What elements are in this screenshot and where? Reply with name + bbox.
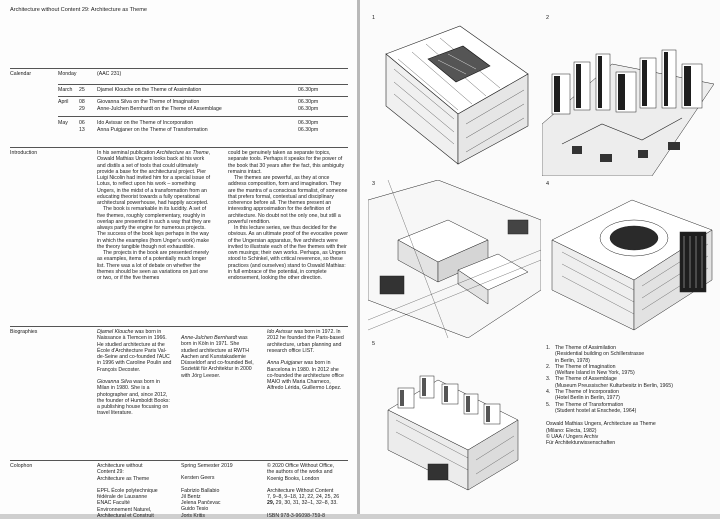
colophon-column-2: [181, 463, 259, 519]
calendar-event: Ido Avissar on the Theme of Incorporation: [97, 120, 194, 126]
figure-number: 1: [372, 15, 376, 21]
calendar-month: March: [58, 87, 73, 93]
calendar-time: 06.30pm: [298, 120, 319, 126]
caption-text: [555, 345, 644, 364]
intro-paragraph: could be genuinely taken as separate topics, separate tools. Perhaps it speaks for the power of the book that 30 years after the fact, this ambiguity remains intact.: [228, 150, 345, 175]
intro-paragraph: The themes are powerful, as they at once address composition, form and imagination. They are the mantra of a conscious formalist, of someone that prefers formal, contextual and disciplinary coherence before all. The themes present an interesting approximation for the definition of architecture. No doubt not the only one, but still a powerful rendition.: [228, 175, 348, 225]
caption-text: [555, 376, 673, 389]
caption-number: 1.: [546, 345, 551, 351]
colophon-line: Architectural et Construit: [97, 512, 154, 519]
colophon-line: Koenig Books, London: [267, 475, 320, 482]
bio-name: Giovanna Silva: [97, 379, 132, 385]
caption-line: (Welfare Island in New York, 1975): [555, 370, 635, 377]
caption-text: [555, 389, 620, 402]
colophon-line: Spring Semester 2019: [181, 463, 233, 469]
caption-line: The Theme of Transformation: [555, 401, 624, 408]
calendar-event: Giovanna Silva on the Theme of Imagination: [97, 99, 200, 105]
colophon-line: Joris Kritis: [181, 512, 205, 519]
introduction-heading: Introduction: [10, 150, 38, 156]
series-rest: 29, 30, 31, 32–1, 32–8, 33.: [274, 500, 338, 507]
colophon-column-3: [267, 463, 355, 519]
figure-2-drawing: [542, 14, 714, 176]
calendar-time: 06.30pm: [298, 99, 319, 105]
figure-number: 3: [372, 181, 376, 187]
colophon-line: Fabrizio Ballabio: [181, 487, 220, 494]
colophon-line: EPFL École polytechnique: [97, 487, 158, 494]
caption-line: (Student hostel at Enschede, 1964): [555, 407, 637, 414]
isbn: ISBN 978-3-96098-759-8: [267, 512, 325, 519]
biographies-heading: Biographies: [10, 329, 38, 335]
colophon-line: Architecture without: [97, 463, 143, 469]
calendar-divider: [58, 96, 348, 97]
caption-number: 2.: [546, 363, 551, 370]
caption-line: The Theme of Assimilation: [555, 345, 617, 351]
calendar-room: (AAC 231): [97, 71, 122, 77]
colophon-line: © 2020 Office Without Office,: [267, 463, 335, 469]
series-current-issue: 29,: [267, 500, 275, 507]
caption-text: [555, 402, 636, 415]
calendar-divider: [58, 116, 348, 117]
colophon-line: ENAC Faculté: [97, 500, 130, 507]
introduction-column-2: [228, 150, 348, 281]
calendar-event: Anne-Julchen Bernhardt on the Theme of Assemblage: [97, 105, 222, 112]
bio-text: was born in Milan in 1980. She is a photographer and, since 2012, the founder of Humboldt Books: a publishing house focusing on travel literature.: [97, 379, 170, 417]
biographies-column-1: [97, 329, 173, 417]
colophon-line: Content 29:: [97, 469, 124, 476]
intro-paragraph: The book is remarkable in its lucidity. A set of five themes, roughly complementary, roughly in overlap are presented in such a way that they are always partly the engine for numerous projects. The success of the book lays perhaps in the way in which the examples (from Unger's work) make the theory tangible though not exhaustible.: [97, 206, 211, 250]
colophon-line: Kersten Geers: [181, 475, 215, 482]
figure-5-drawing: [368, 340, 541, 510]
right-page: [360, 0, 720, 514]
caption-line: (Residential building on Schillerstrasse: [555, 351, 645, 358]
image-credit: [546, 421, 673, 446]
calendar-date: 25: [79, 87, 85, 93]
calendar-date: 13: [79, 126, 85, 133]
calendar-heading: Calendar: [10, 71, 32, 77]
caption-line: The Theme of Incorporation: [555, 389, 619, 396]
colophon-line: Environnement Naturel,: [97, 506, 152, 513]
biographies-column-3: [267, 329, 347, 392]
credit-line: (Milano: Electa, 1982): [546, 427, 597, 434]
credit-line: Oswald Mathias Ungers, Architecture as Theme: [546, 421, 656, 428]
bio-text: was born in Köln in 1971. She studied architecture at RWTH Aachen and Kunstakademie Düsseldorf and co-founded Bel, Sozietät für Architektur in 2000 with Jörg Leeser.: [181, 335, 254, 379]
bio-name: Djamel Klouche: [97, 329, 134, 335]
figure-caption: [546, 376, 673, 389]
calendar-time: 06.30pm: [298, 105, 319, 112]
caption-number: 3.: [546, 376, 551, 383]
figure-caption: [546, 389, 673, 402]
calendar-month: May: [58, 120, 68, 126]
intro-lead: In his seminal publication: [97, 150, 157, 156]
biographies-column-2: [181, 335, 257, 379]
calendar-date: 06: [79, 120, 85, 126]
bio-name: Ido Avissar: [267, 329, 293, 335]
caption-line: in Berlin, 1978): [555, 357, 590, 364]
section-divider: [10, 147, 348, 148]
intro-book-title: Architecture as Theme: [156, 150, 209, 156]
colophon-line: fédérale de Lausanne: [97, 494, 148, 500]
section-divider: [10, 326, 348, 327]
figure-1-drawing: [368, 14, 541, 176]
colophon-line: 7, 9–8, 9–18, 12, 22, 24, 25, 26: [267, 494, 340, 500]
intro-paragraph: In this lecture series, we thus decided for the obvious. As an ultimate proof of the evocative power of the Ungersian apparatus, five architects were invited to illustrate each of the five themes with their own musings; their own works. Perhaps, as Ungers stood to Schinkel, with critical reverence, so these practices (and ourselves) stand to Oswald Mathias: in full embrace of the potential, in complete endorsement, looking the other direction.: [228, 225, 348, 281]
figure-caption: [546, 364, 673, 377]
intro-paragraph: The projects in the book are presented merely as examples, items of a potentially much longer list. There was a lot of debate on whether the themes should be seen as variations on just one or two, or if the five themes: [97, 250, 209, 281]
calendar-date: 08: [79, 99, 85, 105]
caption-line: (Hotel Berlin in Berlin, 1977): [555, 395, 620, 402]
colophon-line: Guido Tesio: [181, 506, 209, 513]
caption-line: (Museum Preussischer Kulturbesitz in Berlin, 1965): [555, 382, 673, 389]
colophon-line: the authors of the works and: [267, 469, 333, 476]
credit-line: Für Architekturwissenschaften: [546, 440, 616, 447]
colophon-line: Architecture Without Content: [267, 487, 334, 494]
figure-caption: [546, 345, 673, 364]
caption-line: The Theme of Imagination: [555, 363, 616, 370]
calendar-divider: [58, 84, 348, 85]
credit-line: © UAA / Ungers Archiv: [546, 433, 599, 440]
figure-4-drawing: [542, 180, 714, 338]
bio-name: Anna Puigjaner: [267, 360, 303, 367]
colophon-column-1: [97, 463, 177, 519]
left-page: [0, 0, 357, 519]
caption-number: 5.: [546, 401, 551, 408]
bio-text: was born in Barcelona in 1980. In 2012 she co-founded the architecture office MAIO with Maria Charneco, Alfredo Lérida, Guillermo López.: [267, 360, 344, 392]
colophon-line: Architecture as Theme: [97, 475, 150, 482]
figure-caption-list: [546, 345, 673, 446]
calendar-event: Anna Puigjaner on the Theme of Transformation: [97, 126, 208, 133]
figure-number: 4: [546, 181, 550, 187]
colophon-line: Jelena Pančevac: [181, 500, 221, 506]
calendar-day: Monday: [58, 71, 77, 77]
calendar-event: Djamel Klouche on the Theme of Assimilation: [97, 87, 202, 93]
bio-text: was born in Naissance à Tlemcen in 1966. He studied architecture at the École d'Architecture Paris Val-de-Seine and co-founded l'AUC in 1996 with Caroline Poulin and François Decoster.: [97, 329, 172, 373]
calendar-time: 06.30pm: [298, 126, 319, 133]
colophon-line: Jil Bentz: [181, 493, 201, 500]
figure-caption: [546, 402, 673, 415]
bio-text: was born in 1972. In 2012 he founded the Paris-based architecture, urban planning and research office LIST.: [267, 329, 344, 354]
figure-number: 5: [372, 341, 376, 347]
calendar-time: 06.30pm: [298, 87, 319, 93]
calendar-date: 29: [79, 105, 85, 112]
section-divider: [10, 460, 348, 461]
caption-text: [555, 364, 635, 377]
colophon-heading: Colophon: [10, 463, 33, 469]
intro-text: , Oswald Mathias Ungers looks back at his work and distils a set of tools that could ultimately provide a base for the architectural project. Pier Luigi Nicolin had invited him for a special issue of Lotus, to reflect upon his work – something Ungers, in the midst of a transformation from an educating theorist towards a fully operational architectural powerhouse, had happily accepted.: [97, 150, 211, 206]
section-divider: [10, 68, 348, 69]
caption-number: 4.: [546, 389, 551, 396]
caption-line: The Theme of Assemblage: [555, 376, 617, 383]
bio-name: Anne-Julchen Bernhardt: [181, 335, 237, 341]
introduction-column-1: [97, 150, 212, 281]
page-title: Architecture without Content 29: Architecture as Theme: [10, 7, 148, 13]
calendar-month: April: [58, 99, 69, 105]
figure-number: 2: [546, 15, 550, 21]
figure-3-drawing: [368, 180, 541, 338]
